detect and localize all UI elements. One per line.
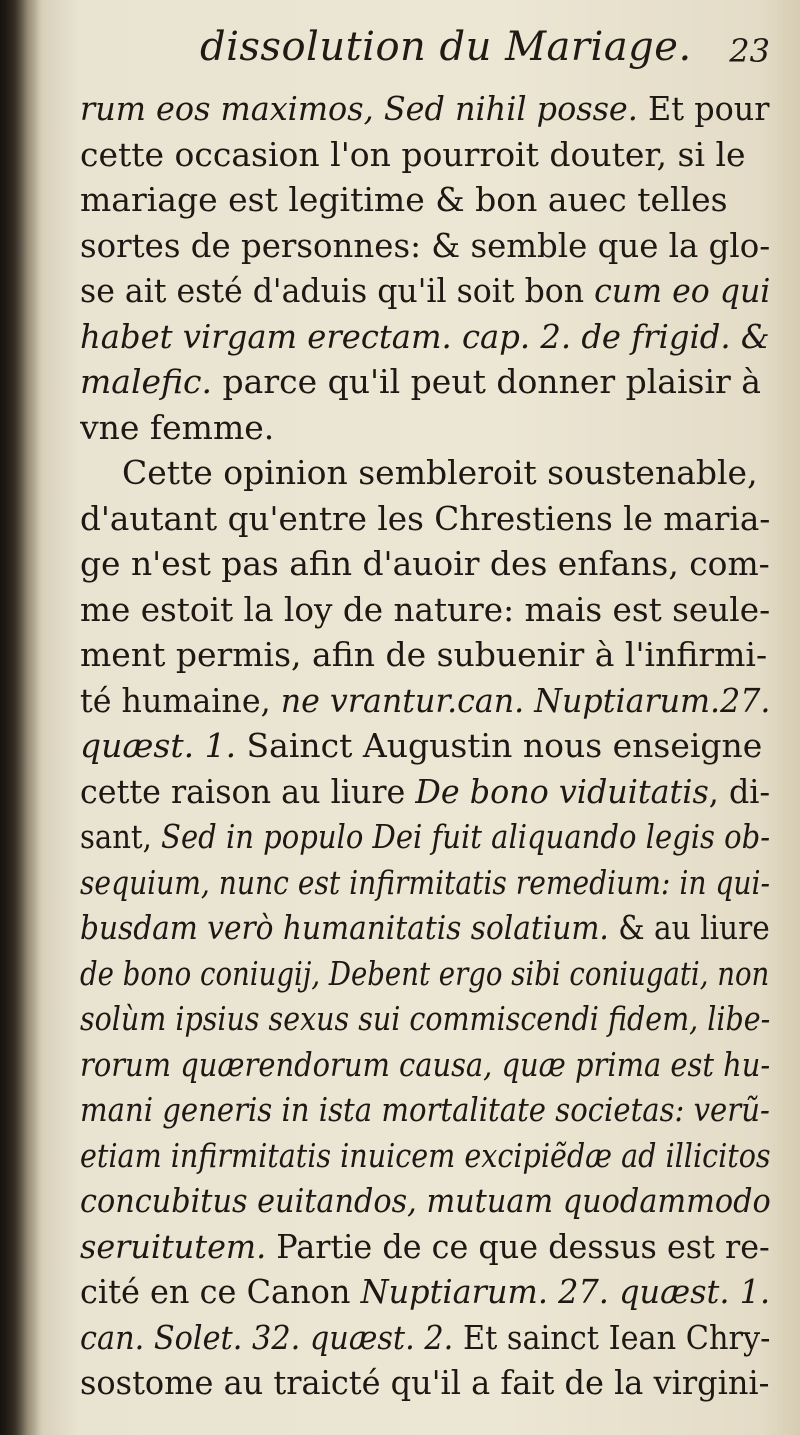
text-segment: Et pour bbox=[637, 89, 770, 128]
italic-text-segment: can. Solet. 32. quæst. 2. bbox=[80, 1317, 454, 1357]
text-line bbox=[80, 678, 770, 724]
text-segment: cité en ce Canon bbox=[80, 1272, 361, 1311]
text-line bbox=[80, 951, 770, 997]
italic-text-segment: Sed in populo Dei fuit aliquando legis ob- bbox=[161, 817, 771, 856]
body-text bbox=[80, 86, 770, 1406]
running-title: dissolution du Mariage. bbox=[200, 24, 692, 70]
text-segment: Et sainct Iean Chry- bbox=[453, 1317, 771, 1357]
text-segment: Partie de ce que dessus est re- bbox=[266, 1226, 770, 1266]
italic-text-segment: mani generis in ista mortalitate societas: verũ- bbox=[80, 1090, 770, 1129]
italic-text-segment: rum eos maximos, Sed nihil posse. bbox=[80, 89, 638, 128]
text-line bbox=[80, 496, 770, 542]
text-segment: ge n'est pas afin d'auoir des enfans, com- bbox=[80, 544, 770, 583]
italic-text-segment: seruitutem. bbox=[80, 1226, 267, 1266]
text-line bbox=[80, 1269, 770, 1315]
text-line bbox=[80, 1360, 770, 1406]
text-line bbox=[80, 723, 770, 769]
text-line bbox=[80, 177, 770, 223]
text-line bbox=[80, 314, 770, 360]
text-segment: & au liure bbox=[608, 908, 770, 947]
page-header bbox=[80, 20, 770, 84]
text-segment: ment permis, afin de subuenir à l'infirmi- bbox=[80, 635, 768, 674]
italic-text-segment: rorum quærendorum causa, quæ prima est hu- bbox=[80, 1044, 771, 1084]
text-line bbox=[80, 814, 770, 860]
page-number: 23 bbox=[729, 32, 770, 70]
text-line bbox=[80, 587, 770, 633]
text-line bbox=[80, 132, 770, 178]
text-segment: se ait esté d'aduis qu'il soit bon bbox=[80, 271, 595, 310]
italic-text-segment: cum eo qui bbox=[594, 271, 771, 310]
italic-text-segment: habet virgam erectam. cap. 2. de frigid. & bbox=[80, 316, 770, 356]
text-segment: sant, bbox=[80, 817, 162, 856]
text-line bbox=[80, 405, 770, 451]
italic-text-segment: De bono viduitatis bbox=[415, 771, 709, 811]
text-line bbox=[80, 996, 770, 1042]
text-line bbox=[80, 1133, 770, 1179]
text-segment: Sainct Augustin nous enseigne bbox=[236, 726, 763, 765]
text-segment: vne femme. bbox=[80, 407, 275, 447]
italic-text-segment: sequium, nunc est infirmitatis remedium: in qui- bbox=[80, 862, 770, 902]
text-segment: me estoit la loy de nature: mais est seule- bbox=[80, 589, 771, 629]
text-line bbox=[80, 223, 770, 269]
text-segment: sortes de personnes: & semble que la glo- bbox=[80, 225, 771, 265]
italic-text-segment: solùm ipsius sexus sui commiscendi fidem, libe- bbox=[80, 999, 771, 1038]
italic-text-segment: etiam infirmitatis inuicem excipiẽdæ ad illicitos bbox=[80, 1135, 771, 1175]
italic-text-segment: ne vrantur.can. Nuptiarum.27. bbox=[280, 680, 771, 720]
text-segment: Cette opinion sembleroit soustenable, bbox=[80, 453, 758, 492]
binding-gutter bbox=[0, 0, 40, 1435]
text-line bbox=[80, 1315, 770, 1361]
text-line bbox=[80, 1178, 770, 1224]
text-segment: té humaine, bbox=[80, 680, 281, 720]
italic-text-segment: Nuptiarum. 27. quæst. 1. bbox=[360, 1272, 771, 1311]
text-line bbox=[80, 632, 770, 678]
text-segment: cette occasion l'on pourroit douter, si le bbox=[80, 134, 746, 174]
italic-text-segment: malefic. bbox=[80, 362, 213, 401]
text-segment: sostome au traicté qu'il a fait de la virgini- bbox=[80, 1363, 770, 1402]
text-line bbox=[80, 1224, 770, 1270]
text-line bbox=[80, 1042, 770, 1088]
text-segment: d'autant qu'entre les Chrestiens le maria- bbox=[80, 498, 771, 538]
text-line bbox=[80, 905, 770, 951]
italic-text-segment: quæst. 1. bbox=[80, 726, 237, 765]
text-segment: , di- bbox=[708, 771, 771, 811]
text-line bbox=[80, 1087, 770, 1133]
italic-text-segment: busdam verò humanitatis solatium. bbox=[80, 908, 609, 947]
text-line bbox=[80, 359, 770, 405]
text-line bbox=[80, 860, 770, 906]
text-segment: mariage est legitime & bon auec telles bbox=[80, 180, 728, 219]
text-line bbox=[80, 450, 770, 496]
text-line bbox=[80, 268, 770, 314]
text-segment: parce qu'il peut donner plaisir à bbox=[212, 362, 761, 401]
text-segment: cette raison au liure bbox=[80, 771, 416, 811]
text-line bbox=[80, 769, 770, 815]
text-line bbox=[80, 541, 770, 587]
italic-text-segment: de bono coniugij, Debent ergo sibi coniugati, non bbox=[80, 953, 770, 993]
text-line bbox=[80, 86, 770, 132]
italic-text-segment: concubitus euitandos, mutuam quodammodo bbox=[80, 1181, 771, 1220]
